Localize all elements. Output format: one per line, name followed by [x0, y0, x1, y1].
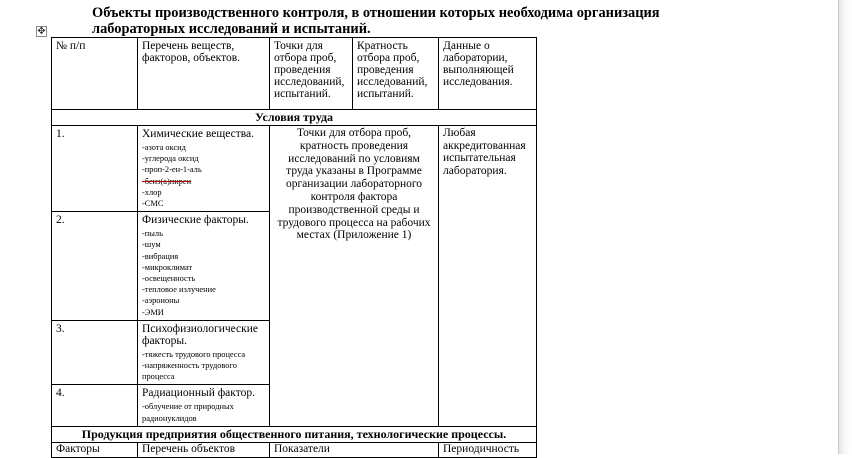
factor-cell: [138, 385, 270, 426]
row-number: 1.: [52, 126, 138, 212]
list-item: -тяжесть трудового процесса: [142, 349, 246, 359]
header-sampling-points: Точки для отбора проб, проведения исследований, испытаний.: [270, 38, 353, 110]
table-move-handle-icon[interactable]: ✥: [37, 26, 46, 37]
list-item: -пыль: [142, 229, 163, 239]
row-number: 4.: [52, 385, 138, 426]
factor-cell: [138, 320, 270, 385]
header-laboratory: Данные о лаборатории, выполняющей исследования.: [439, 38, 537, 110]
factor-items: [142, 349, 265, 383]
list-item: -облучение от природных радионуклидов: [142, 402, 234, 423]
factor-cell: [138, 126, 270, 212]
document-title: Объекты производственного контроля, в отношении которых необходима организация лабораторных исследований и испытаний.: [92, 5, 660, 37]
factor-title: Химические вещества.: [142, 128, 254, 140]
table-row: [52, 126, 537, 212]
list-item: -освещенность: [142, 274, 196, 284]
table-header-row: [52, 38, 537, 110]
factor-cell: [138, 212, 270, 321]
list-item: -напряженность трудового процесса: [142, 361, 237, 382]
row-number: 2.: [52, 212, 138, 321]
bottom-header-periodicity: Периодичность: [439, 442, 537, 457]
bottom-header-factors: Факторы: [52, 442, 138, 457]
factor-title: Физические факторы.: [142, 214, 249, 227]
table-row: [52, 442, 537, 457]
header-number: № п/п: [52, 38, 138, 110]
list-item: -тепловое излучение: [142, 285, 216, 295]
control-objects-table: [51, 37, 537, 458]
header-factors: Перечень веществ, факторов, объектов.: [138, 38, 270, 110]
bottom-header-indicators: Показатели: [270, 442, 439, 457]
factor-items: [142, 228, 265, 318]
header-frequency: Кратность отбора проб, проведения исследований, испытаний.: [353, 38, 439, 110]
section-row: [52, 426, 537, 442]
list-item: -азота оксид: [142, 143, 186, 152]
list-item: -углерода оксид: [142, 154, 199, 164]
list-item: -хлор: [142, 187, 162, 197]
section-title-work-conditions: Условия труда: [52, 110, 537, 126]
list-item: -микроклимат: [142, 262, 193, 272]
page-shadow: [839, 0, 852, 454]
laboratory-cell: Любая аккредитованная испытательная лаборатория.: [439, 126, 537, 427]
factor-items: [142, 401, 265, 423]
list-item: -проп-2-ен-1-аль: [142, 165, 202, 175]
row-number: 3.: [52, 320, 138, 385]
section-title-catering: Продукция предприятия общественного питания, технологические процессы.: [52, 426, 537, 442]
factor-items: [142, 142, 265, 209]
sampling-points-cell: Точки для отбора проб, кратность проведения исследований по условиям труда указаны в Программе организации лабораторного контроля фактора производственной среды и трудового процесса на рабочих местах (Приложение 1): [270, 126, 439, 427]
factor-title: Психофизиологические факторы.: [142, 322, 259, 347]
list-item: -вибрация: [142, 251, 179, 261]
list-item: -аэроионы: [142, 296, 180, 306]
list-item: -шум: [142, 240, 161, 250]
factor-title: Радиационный фактор.: [142, 387, 255, 400]
list-item: -ЭМИ: [142, 307, 164, 317]
list-item: -СМС: [142, 199, 164, 209]
bottom-header-objects: Перечень объектов: [138, 442, 270, 457]
section-row: [52, 110, 537, 126]
list-item: -бенз(а)пирен: [142, 176, 192, 186]
